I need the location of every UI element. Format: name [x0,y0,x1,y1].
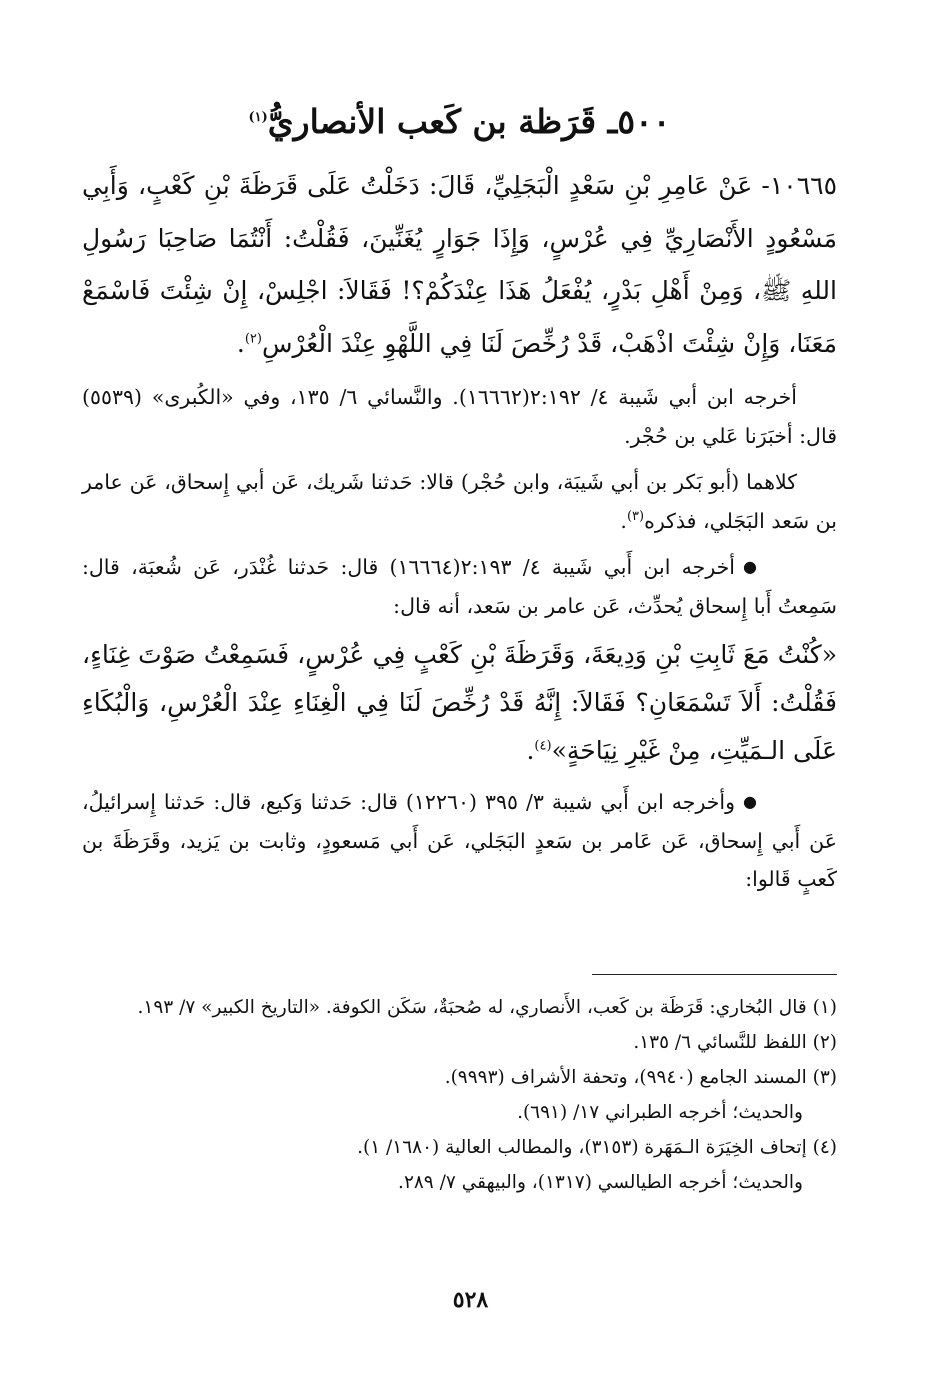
hadith-quote [82,631,837,775]
takhrij-text: أخرجه ابن أبي شَيبة ٤/ ٢:١٩٢(١٦٦٦٢). والنَّسائي ٦/ ١٣٥، وفي «الكُبرى» (٥٥٣٩) قال: أخبَرَنا عَلي بن حُجْر. [82,385,837,448]
footnote-4: (٤) إتحاف الخِيَرَة الـمَهَرة (٣١٥٣)، والمطالب العالية (١٦٨٠/ ١). [357,1137,837,1158]
footnotes-section [82,990,837,1200]
takhrij-text: وأخرجه ابن أَبي شيبة ٣/ ٣٩٥ (١٢٢٦٠) قال: حَدثنا وَكيع، قال: حَدثنا إِسرائيلُ، عَن أَبي إِسحاق، عَن عَامر بن سَعدٍ البَجَلي، عَن أَبي مَسعودٍ، وثابت بن يَزيد، وقَرَظَةَ بن كَعبٍ قَالوا: [82,790,837,891]
page-number: ٥٢٨ [452,1287,489,1313]
footnote-2: (٢) اللفظ للنَّسائي ٦/ ١٣٥. [633,1032,837,1053]
takhrij-paragraph [82,783,837,899]
takhrij-text: أخرجه ابن أَبي شَيبة ٤/ ٢:١٩٣(١٦٦٦٤) قال: حَدثنا غُنْدَر، عَن شُعبَة، قال: سَمِعتُ أَبا إِسحاق يُحدِّث، عَن عامر بن سَعد، أنه قال: [82,555,837,618]
takhrij-paragraph [82,378,837,455]
footnote-marker[interactable]: (٤) [534,738,552,754]
takhrij-paragraph [82,548,837,625]
footnote-3: (٣) المسند الجامع (٩٩٤٠)، وتحفة الأشراف (٩٩٩٣). [444,1067,837,1088]
footnote-3-sub: والحديث؛ أخرجه الطبراني ١٧/ (٦٩١). [517,1102,803,1123]
footnote-marker[interactable]: (٣) [626,508,645,524]
entry-heading-text: ٥٠٠ـ قَرَظة بن كَعب الأنصاريُّ [267,102,671,141]
hadith-end: . [236,328,245,358]
bullet-icon: ● [743,557,757,576]
takhrij-end: . [620,508,627,533]
page-body [82,98,837,899]
footnote-4-sub: والحديث؛ أخرجه الطيالسي (١٣١٧)، والبيهقي ٧/ ٢٨٩. [398,1172,803,1193]
footnote-marker[interactable]: (١) [248,110,268,125]
takhrij-paragraph [82,463,837,540]
footnote-divider [592,974,837,975]
footnote-marker[interactable]: (٢) [244,331,262,347]
hadith-body: ١٠٦٦٥- عَنْ عَامِرِ بْنِ سَعْدٍ الْبَجَلِيِّ، قَالَ: دَخَلْتُ عَلَى قَرَظَةَ بْنِ كَعْبٍ، وَأَبِي مَسْعُودٍ الأَنْصَارِيِّ فِي عُرْسٍ، وَإِذَا جَوَارٍ يُغَنِّينَ، فَقُلْتُ: أَنْتُمَا صَاحِبَا رَسُولِ اللهِ ﷺ، وَمِنْ أَهْلِ بَدْرٍ، يُفْعَلُ هَذَا عِنْدَكُمْ؟! فَقَالاَ: اجْلِسْ، إِنْ شِئْتَ فَاسْمَعْ مَعَنَا، وَإِنْ شِئْتَ اذْهَبْ، قَدْ رُخِّصَ لَنَا فِي اللَّهْوِ عِنْدَ الْعُرْسِ [82,171,837,358]
quote-body: «كُنْتُ مَعَ ثَابِتِ بْنِ وَدِيعَةَ، وَقَرَظَةَ بْنِ كَعْبٍ فِي عُرْسٍ، فَسَمِعْتُ صَوْتَ غِنَاءٍ، فَقُلْتُ: أَلاَ تَسْمَعَانِ؟ فَقَالاَ: إِنَّهُ قَدْ رُخِّصَ لَنَا فِي الْغِنَاءِ عِنْدَ الْعُرْسِ، وَالْبُكَاءِ عَلَى الـمَيِّتِ، مِنْ غَيْرِ نِيَاحَةٍ» [82,640,837,765]
takhrij-text: كلاهما (أبو بَكر بن أبي شَيبَة، وابن حُجْر) قالا: حَدثنا شَريك، عَن أبي إِسحاق، عَن عامر بن سَعد البَجَلي، فذكره [82,470,837,533]
quote-end: . [526,736,535,765]
entry-heading [82,98,837,146]
bullet-icon: ● [743,792,757,811]
hadith-text [82,160,837,370]
footnote-1: (١) قال البُخاري: قَرَظَة بن كَعب، الأَنصاري، له صُحبَةٌ، سَكَن الكوفة. «التاريخ الكبير» ٧/ ١٩٣. [137,997,837,1018]
